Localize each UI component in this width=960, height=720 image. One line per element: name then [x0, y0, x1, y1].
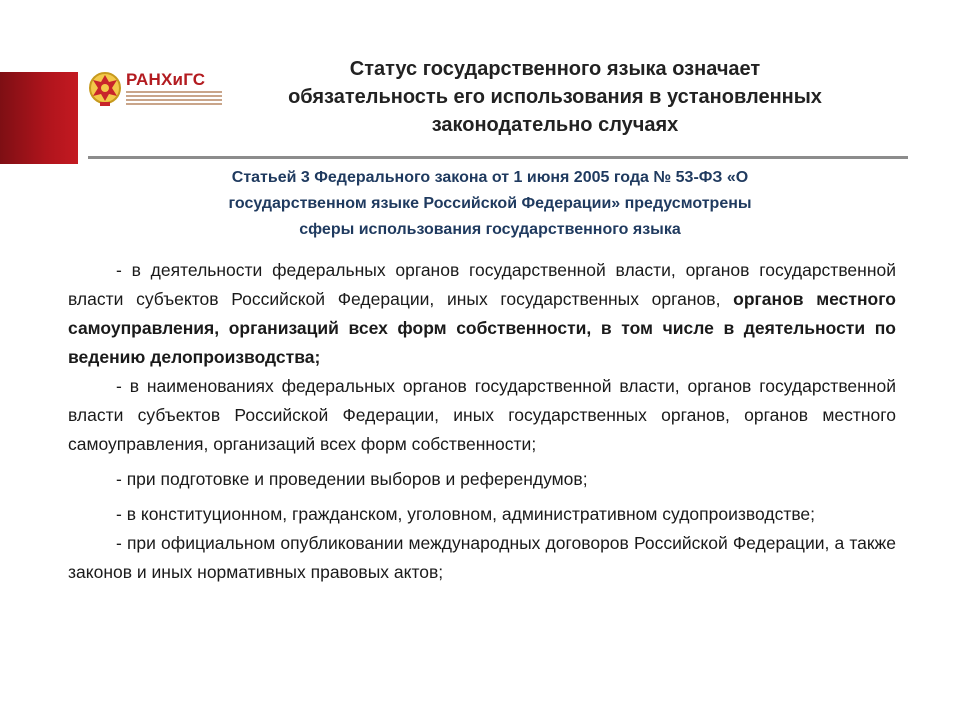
slide-subtitle: [160, 165, 820, 243]
list-item: - в конституционном, гражданском, уголовном, административном судопроизводстве;: [116, 504, 816, 524]
logo-subtitle-lines: [126, 91, 222, 107]
list-item: [68, 256, 896, 372]
accent-bar: [0, 72, 78, 164]
title-divider: [88, 156, 908, 159]
title-line-1: Статус государственного языка означает: [349, 58, 761, 80]
usage-list: [68, 256, 896, 587]
slide-title: [230, 55, 880, 139]
title-line-2: обязательность его использования в установленных: [288, 86, 822, 108]
ranepa-logo: [88, 68, 228, 112]
eagle-emblem-icon: [88, 68, 122, 108]
list-item: - при официальном опубликовании международных договоров Российской Федерации, а также законов и иных нормативных правовых актов;: [68, 533, 896, 582]
subtitle-line-2: государственном языке Российской Федерации» предусмотрены: [228, 195, 752, 212]
list-item: - при подготовке и проведении выборов и референдумов;: [116, 469, 588, 489]
title-line-3: законодательно случаях: [431, 114, 679, 136]
list-item-bold-text: органов местного самоуправления, организаций всех форм собственности, в том числе в деятельности по ведению делопроизводства;: [68, 289, 896, 367]
subtitle-line-1: Статьей 3 Федерального закона от 1 июня 2005 года № 53-ФЗ «О: [231, 169, 749, 186]
list-item: - в наименованиях федеральных органов государственной власти, органов государственной власти субъектов Российской Федерации, иных государственных органов, органов местного самоуправления, организаций всех форм собственности;: [68, 376, 896, 454]
logo-name: РАНХиГС: [126, 70, 206, 89]
list-item-text: - в деятельности федеральных органов государственной власти, органов государственной власти субъектов Российской Федерации, иных государственных органов,: [68, 260, 896, 309]
subtitle-line-3: сферы использования государственного языка: [299, 221, 681, 238]
